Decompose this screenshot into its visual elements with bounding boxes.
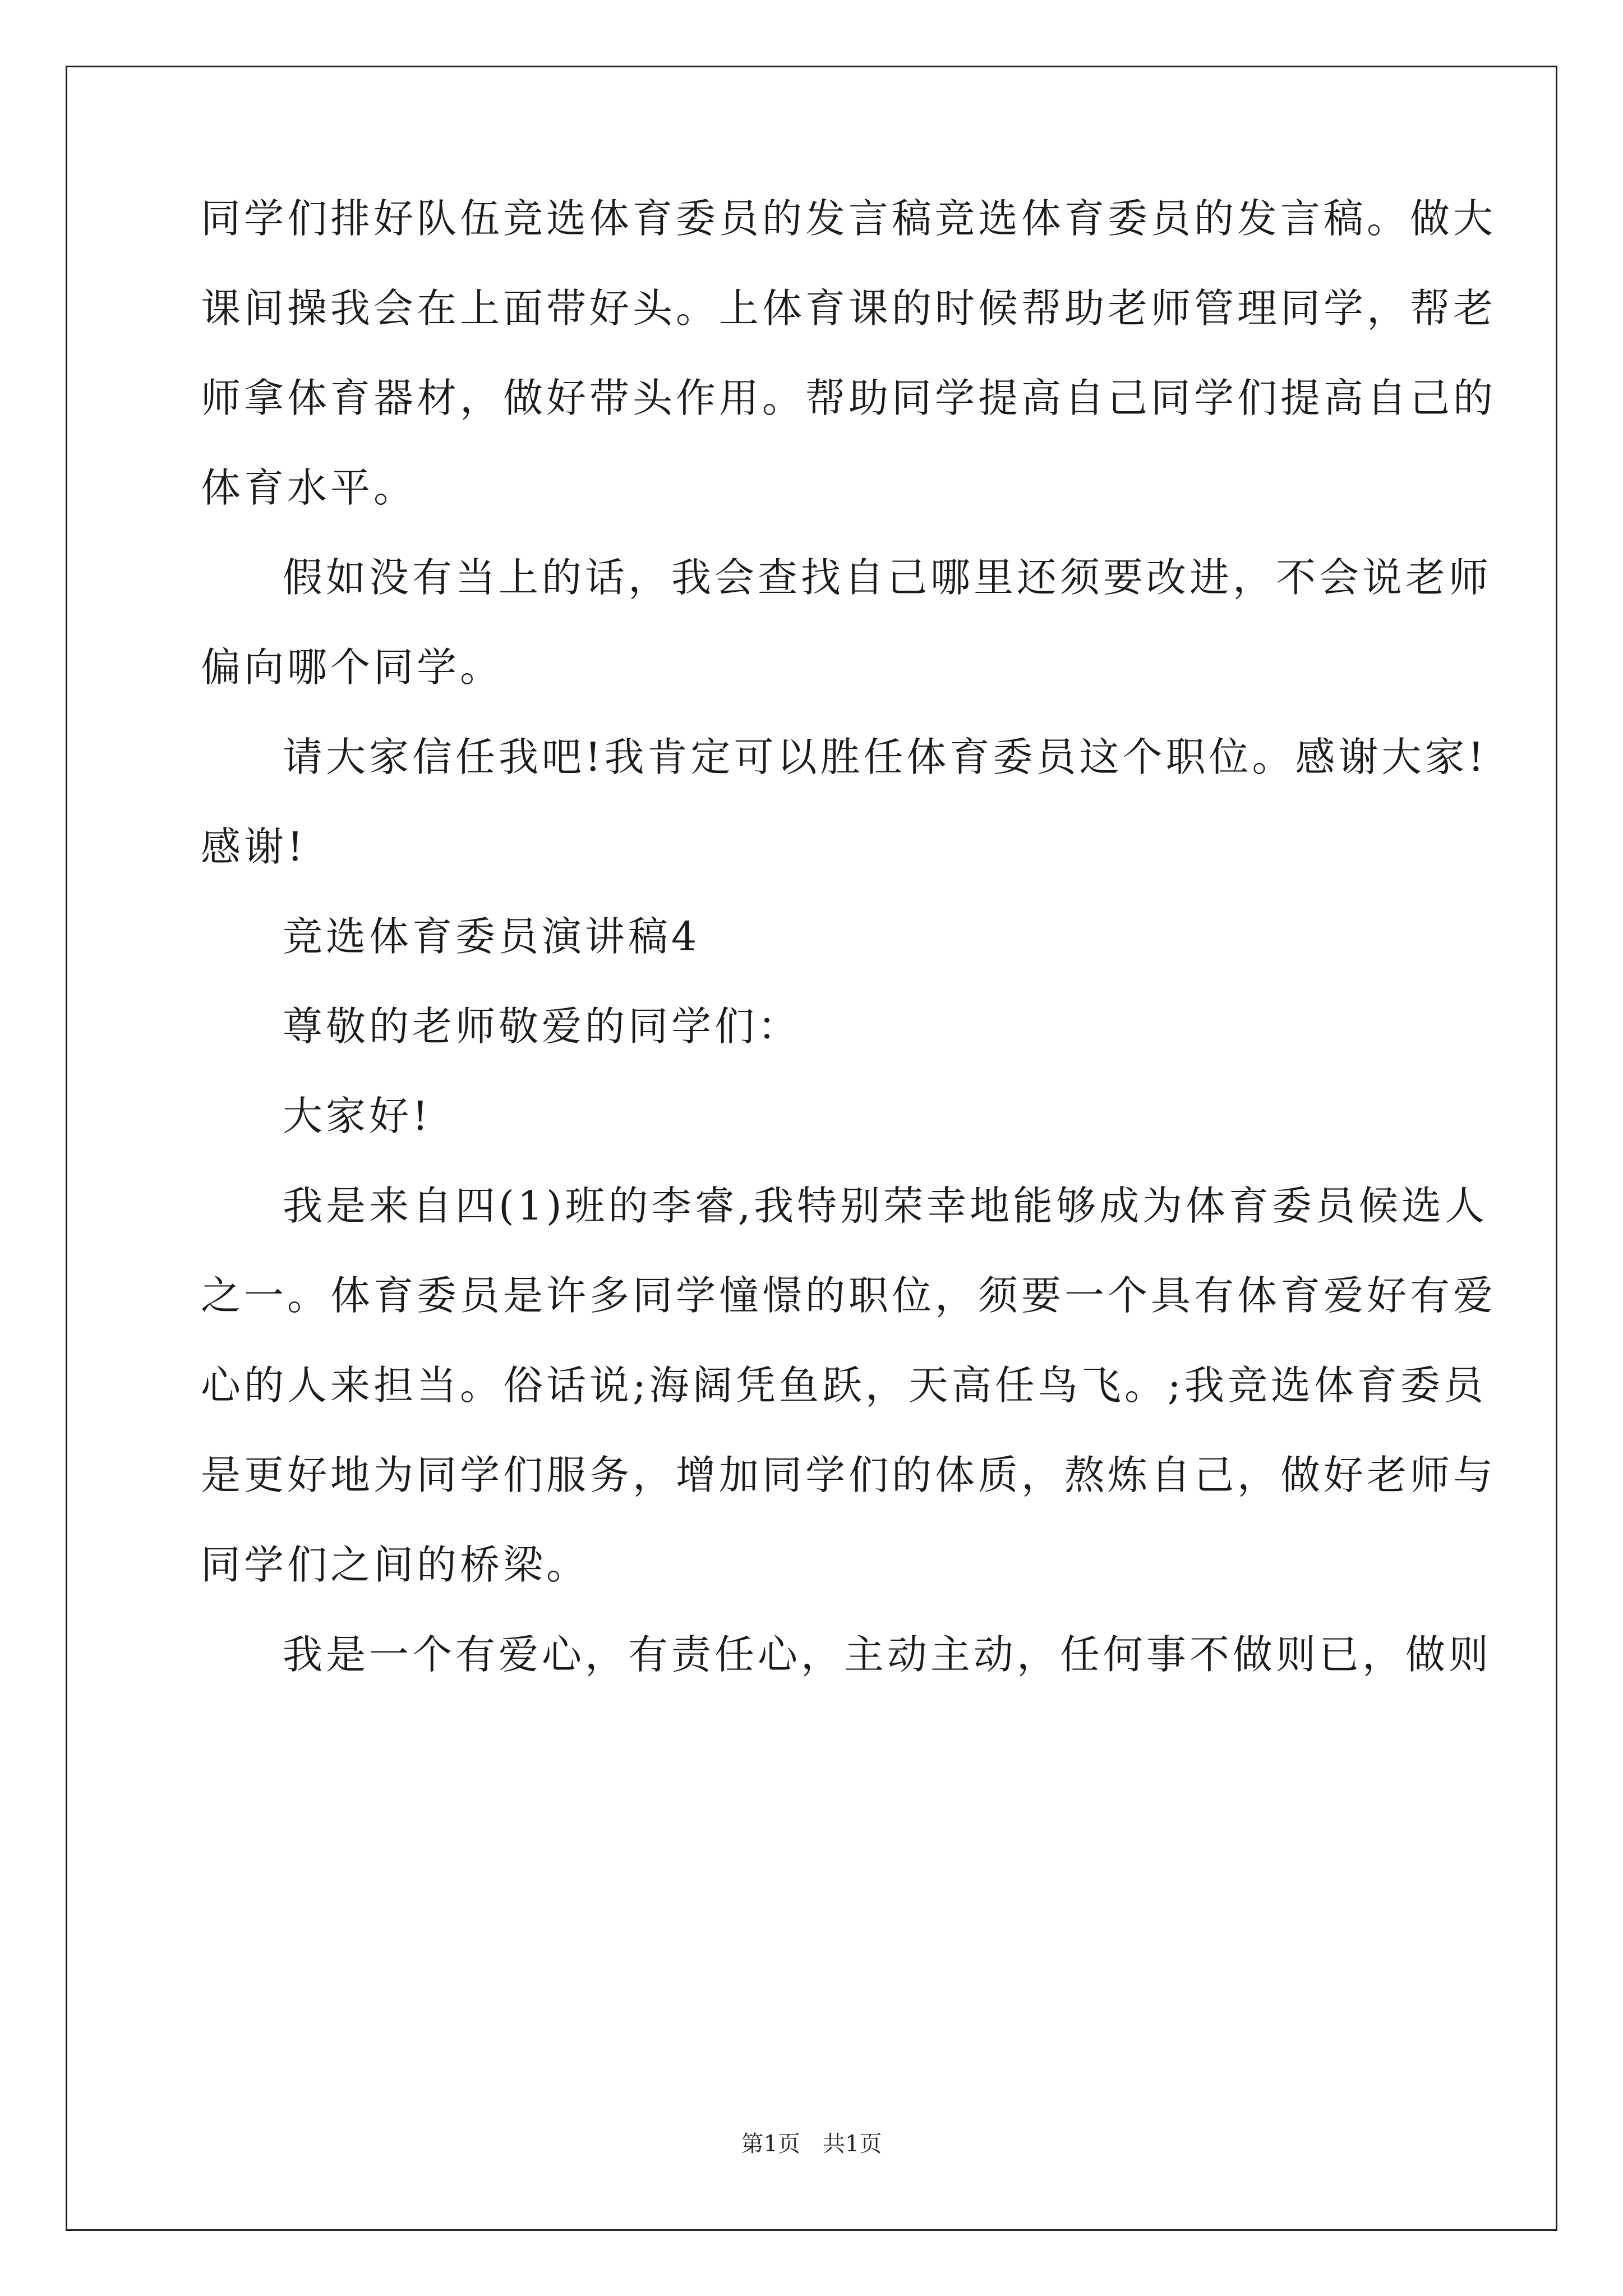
text-line: 之一。体育委员是许多同学憧憬的职位，须要一个具有体育爱好有爱	[201, 1272, 1497, 1319]
text-line: 是更好地为同学们服务，增加同学们的体质，熬炼自己，做好老师与	[201, 1452, 1497, 1498]
salutation: 尊敬的老师敬爱的同学们：	[283, 1003, 801, 1050]
text-line: 同学们之间的桥梁。	[201, 1542, 590, 1588]
text-line: 我是一个有爱心，有责任心，主动主动，任何事不做则已，做则	[283, 1631, 1492, 1678]
page-number-footer: 第1页 共1页	[741, 2131, 882, 2157]
text-line: 同学们排好队伍竞选体育委员的发言稿竞选体育委员的发言稿。做大	[201, 195, 1497, 242]
text-line: 感谢!	[201, 823, 307, 870]
text-line: 体育水平。	[201, 464, 417, 511]
text-line: 心的人来担当。俗话说;海阔凭鱼跃，天高任鸟飞。;我竞选体育委员	[201, 1362, 1487, 1409]
greeting: 大家好!	[283, 1093, 432, 1139]
text-line: 偏向哪个同学。	[201, 644, 504, 691]
text-line: 请大家信任我吧!我肯定可以胜任体育委员这个职位。感谢大家!	[283, 734, 1488, 780]
text-line: 师拿体育器材，做好带头作用。帮助同学提高自己同学们提高自己的	[201, 375, 1497, 421]
section-heading: 竞选体育委员演讲稿4	[283, 913, 700, 960]
text-line: 假如没有当上的话，我会查找自己哪里还须要改进，不会说老师	[283, 554, 1492, 601]
text-line: 我是来自四(1)班的李睿,我特别荣幸地能够成为体育委员候选人	[283, 1182, 1488, 1229]
text-line: 课间操我会在上面带好头。上体育课的时候帮助老师管理同学，帮老	[201, 285, 1497, 332]
